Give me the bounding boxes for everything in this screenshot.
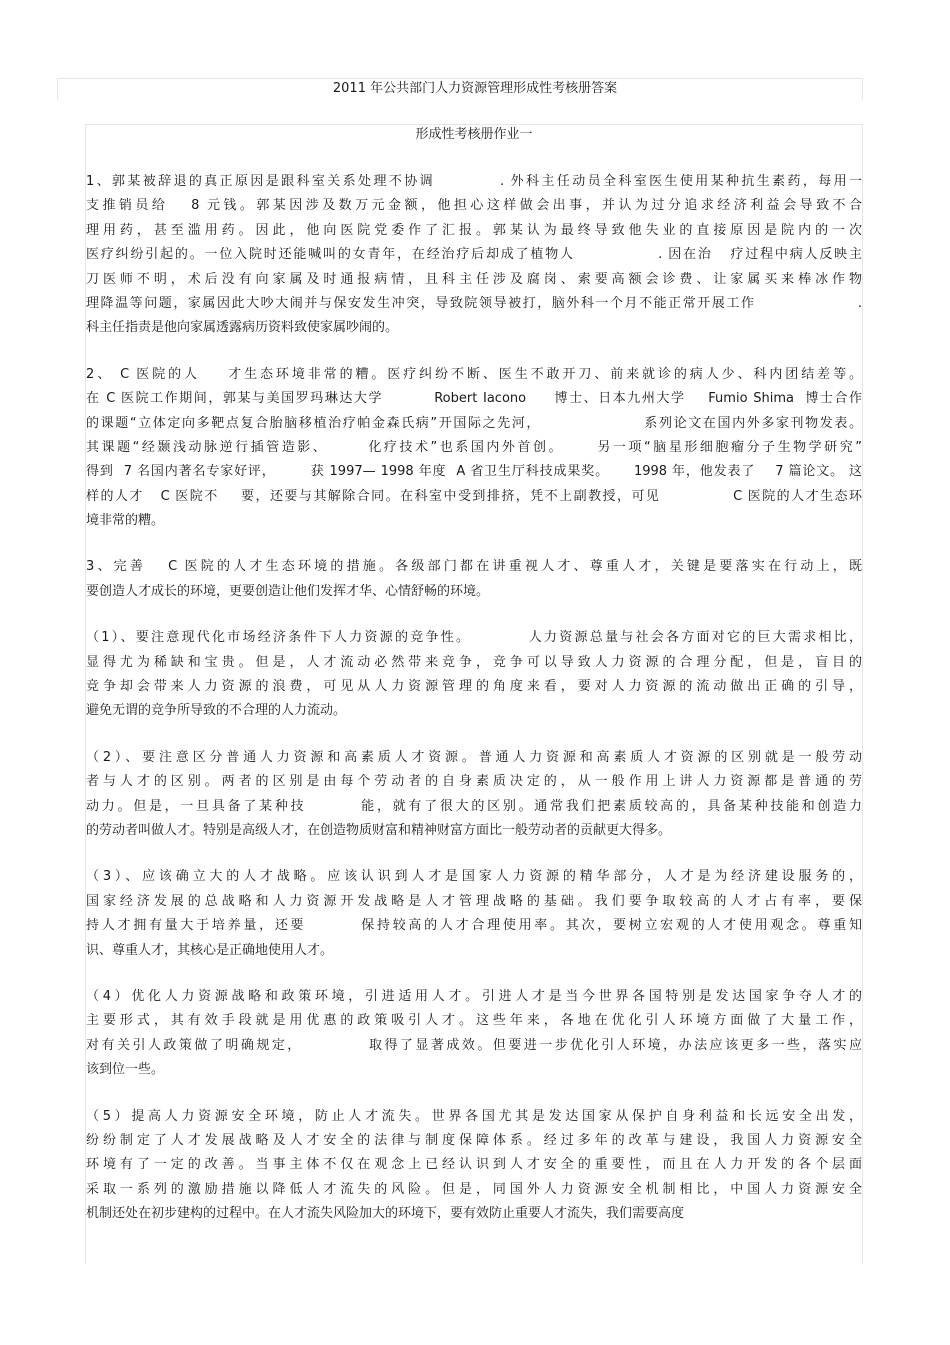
- text-line: （2）、要注意区分普通人力资源和高素质人才资源。普通人力资源和高素质人才资源的区别就是一般劳动: [86, 749, 862, 765]
- text-line: 采取一系列的激励措施以降低人才流失的风险。但是，同国外人力资源安全机制相比，中国人力资源安全: [86, 1181, 862, 1197]
- text-line: 理用药，甚至滥用药。因此，他向医院党委作了汇报。郭某认为最终导致他失业的直接原因是院内的一次: [86, 222, 862, 238]
- text-line: （5）提高人力资源安全环境，防止人才流失。世界各国尤其是发达国家从保护自身利益和长远安全出发，: [86, 1108, 862, 1124]
- paragraph-p1: [86, 170, 862, 341]
- text-line: 支推销员给 8 元钱。郭某因涉及数万元金额，他担心这样做会出事，并认为过分追求经济利益会导致不合: [86, 198, 862, 214]
- text-line: 医疗纠纷引起的。一位入院时还能喊叫的女青年，在经治疗后却成了植物人 . 因在治 疗过程中病人反映主: [86, 247, 862, 263]
- text-line: 样的人才 C 医院不 要，还要与其解除合同。在科室中受到排挤，凭不上副教授，可见 C 医院的人才生态环: [86, 488, 862, 504]
- text-line: 纷纷制定了人才发展战略及人才安全的法律与制度保障体系。经过多年的改革与建设，我国人力资源安全: [86, 1132, 862, 1148]
- text-line: 该到位一些。: [86, 1062, 165, 1078]
- text-line: 刀医师不明，术后没有向家属及时通报病情，且科主任涉及腐岗、索要高额会诊费、让家属买来棒冰作物: [86, 271, 862, 287]
- document-body: [86, 170, 862, 1248]
- text-line: 竞争却会带来人力资源的浪费，可见从人力资源管理的角度来看，要对人力资源的流动做出正确的引导，: [86, 679, 862, 695]
- text-line: 其课题“经颞浅动脉逆行插管造影、 化疗技术”也系国内外首创。 另一项“脑星形细胞瘤分子生物学研究”: [86, 439, 862, 455]
- text-line: 3、完善 C 医院的人才生态环境的措施。各级部门都在讲重视人才、尊重人才，关键是要落实在行动上，既: [86, 559, 862, 575]
- text-line: 理降温等问题，家属因此大吵大闹并与保安发生冲突，导致院领导被打，脑外科一个月不能正常开展工作 .: [86, 295, 862, 311]
- text-line: 的课题“立体定向多靶点复合胎脑移植治疗帕金森氏病”开国际之先河， 系列论文在国内外多家刊物发表。: [86, 415, 862, 431]
- text-line: 1、郭某被辞退的真正原因是跟科室关系处理不协调 . 外科主任动员全科室医生使用某种抗生素药，每用一: [86, 174, 862, 189]
- text-line: 境非常的糟。: [86, 513, 165, 529]
- text-line: 的劳动者叫做人才。特别是高级人才，在创造物质财富和精神财富方面比一般劳动者的贡献更大得多。: [86, 822, 672, 838]
- text-line: 机制还处在初步建构的过程中。在人才流失风险加大的环境下，要有效防止重要人才流失，我们需要高度: [86, 1206, 685, 1222]
- text-line: 主要形式，其有效手段就是用优惠的政策吸引人才。这些年来，各地在优化引人环境方面做了大量工作，: [86, 1013, 862, 1029]
- paragraph-p6: [86, 865, 862, 963]
- text-line: 动力。但是，一旦具备了某种技 能，就有了很大的区别。通常我们把素质较高的，具备某种技能和创造力: [86, 798, 862, 814]
- text-line: 环境有了一定的改善。当事主体不仅在观念上已经认识到人才安全的重要性，而且在人力开发的各个层面: [86, 1157, 862, 1173]
- text-line: 持人才拥有量大于培养量，还要 保持较高的人才合理使用率。其次，要树立宏观的人才使用观念。尊重知: [86, 918, 862, 934]
- top-rule: [57, 78, 863, 79]
- text-line: 识、尊重人才，其核心是正确地使用人才。: [86, 942, 334, 958]
- paragraph-p7: [86, 985, 862, 1083]
- text-line: 国家经济发展的总战略和人力资源开发战略是人才管理战略的基础。我们要争取较高的人才占有率，要保: [86, 893, 862, 909]
- text-line: 2、 C 医院的人 才生态环境非常的糟。医疗纠纷不断、医生不敢开刀、前来就诊的病人少、科内团结差等。: [86, 366, 862, 382]
- paragraph-p3: [86, 555, 862, 604]
- text-line: （1）、要注意现代化市场经济条件下人力资源的竞争性。 人力资源总量与社会各方面对它的巨大需求相比，: [86, 630, 862, 646]
- section-top-rule: [85, 124, 863, 125]
- paragraph-p8: [86, 1105, 862, 1227]
- document-title: 2011 年公共部门人力资源管理形成性考核册答案: [332, 81, 618, 96]
- text-line: （3）、应该确立大的人才战略。应该认识到人才是国家人力资源的精华部分，人才是为经济建设服务的，: [86, 869, 862, 885]
- text-line: 要创造人才成长的环境，更要创造让他们发挥才华、心情舒畅的环境。: [86, 583, 490, 599]
- section-title: 形成性考核册作业一: [415, 127, 533, 142]
- text-line: 科主任指责是他向家属透露病历资料致使家属吵闹的。: [86, 320, 399, 336]
- paragraph-p4: [86, 626, 862, 724]
- text-line: 者与人才的区别。两者的区别是由每个劳动者的自身素质决定的，从一般作用上讲人力资源都是普通的劳: [86, 774, 862, 790]
- text-line: （4）优化人力资源战略和政策环境，引进适用人才。引进人才是当今世界各国特别是发达国家争夺人才的: [86, 988, 862, 1004]
- right-rule-body: [862, 124, 863, 1264]
- text-line: 显得尤为稀缺和宝贵。但是，人才流动必然带来竞争，竞争可以导致人力资源的合理分配，但是，盲目的: [86, 654, 862, 670]
- text-line: 对有关引人政策做了明确规定， 取得了显著成效。但要进一步优化引人环境，办法应该更多一些，落实应: [86, 1037, 862, 1053]
- text-line: 得到 7 名国内著名专家好评， 获 1997— 1998 年度 A 省卫生厅科技成果奖。 1998 年，他发表了 7 篇论文。 这: [86, 464, 862, 480]
- text-line: 在 C 医院工作期间，郭某与美国罗玛琳达大学 Robert Iacono 博士、日本九州大学 Fumio Shima 博士合作: [86, 391, 862, 407]
- text-line: 避免无谓的竞争所导致的不合理的人力流动。: [86, 703, 347, 719]
- paragraph-p5: [86, 746, 862, 844]
- paragraph-p2: [86, 363, 862, 534]
